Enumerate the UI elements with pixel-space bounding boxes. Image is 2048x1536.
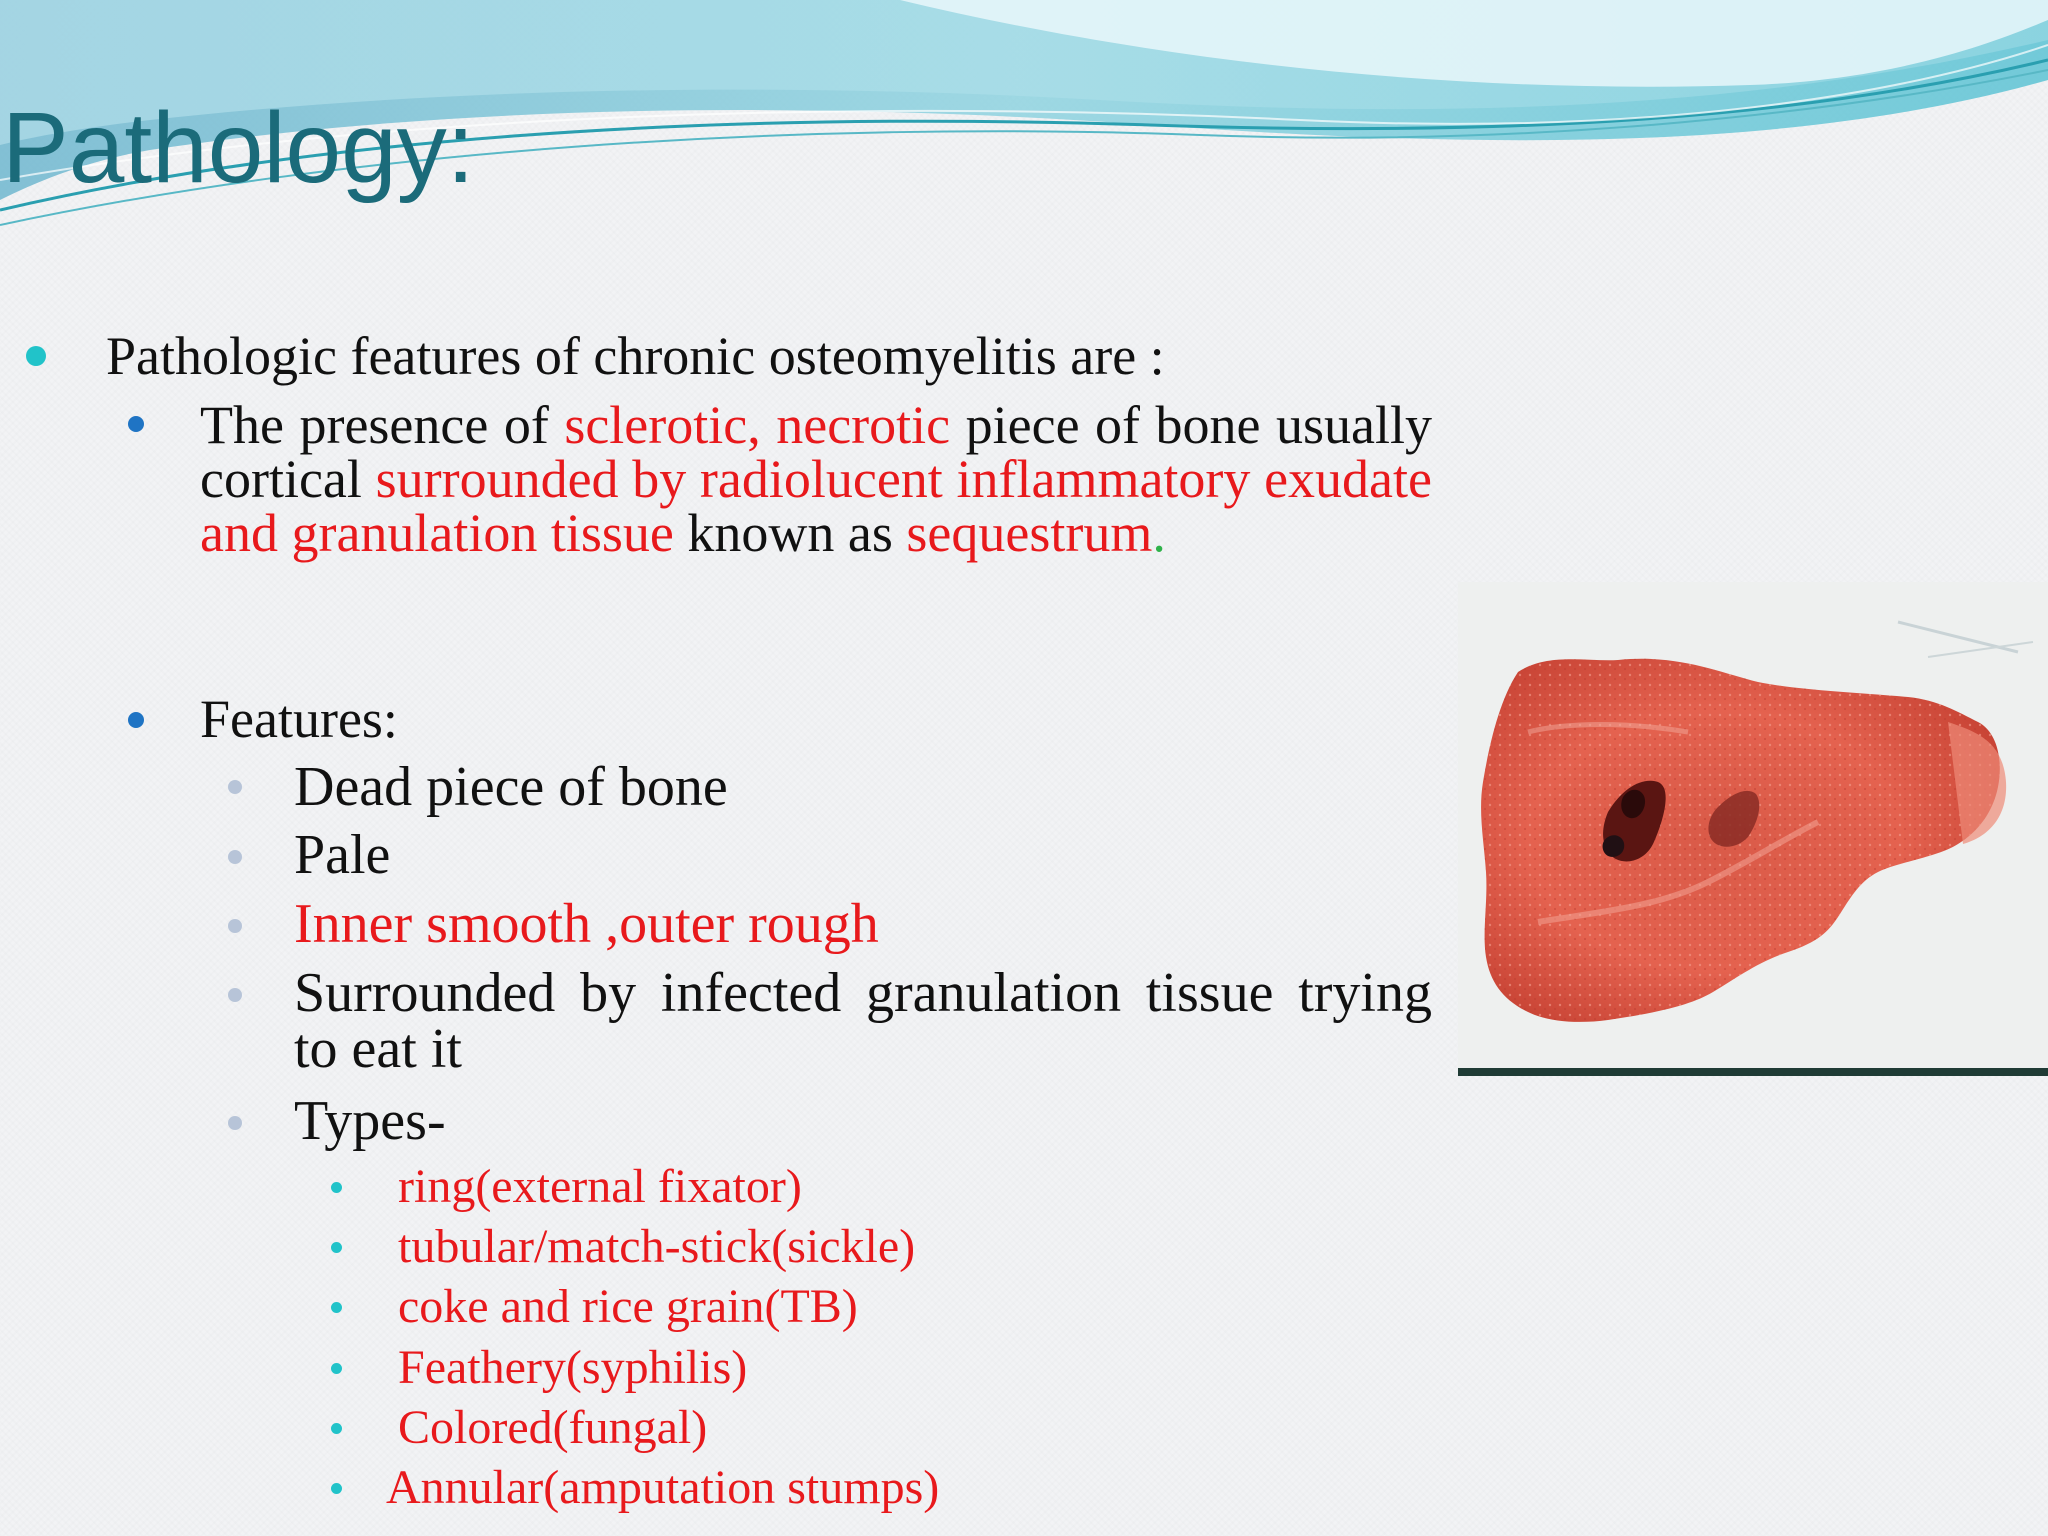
definition-text: known as — [673, 503, 907, 563]
definition-text: The presence of — [200, 395, 565, 455]
definition-text: piece of bone usually cortical — [200, 395, 1432, 509]
bullet-dot-icon — [228, 919, 242, 933]
slide-title: Pathology: — [2, 92, 475, 204]
bullet-dot-icon — [228, 1116, 242, 1130]
bullet-dot-icon — [228, 780, 242, 794]
bullet-dot-icon — [331, 1423, 342, 1434]
features-heading: Features: — [200, 689, 398, 749]
feature-item: Inner smooth ,outer rough — [294, 893, 879, 955]
bullet-dot-icon — [331, 1483, 342, 1494]
bullet-dot-icon — [331, 1182, 342, 1193]
type-item: Annular(amputation stumps) — [386, 1461, 940, 1514]
type-item: Feathery(syphilis) — [398, 1341, 748, 1394]
feature-item: Dead piece of bone — [294, 756, 728, 818]
type-item: ring(external fixator) — [398, 1160, 802, 1213]
bullet-dot-icon — [331, 1302, 342, 1313]
definition-term: sequestrum — [906, 503, 1153, 563]
bullet-dot-icon — [128, 416, 144, 432]
feature-item: Types- — [294, 1090, 446, 1152]
definition-highlight: surrounded by radiolucent inflammatory exudate and granulation tissue — [200, 449, 1432, 563]
definition-period: . — [1152, 503, 1166, 563]
sequestrum-specimen-photo — [1458, 582, 2048, 1076]
bullet-dot-icon — [128, 712, 144, 728]
sequestrum-definition — [200, 395, 1432, 563]
type-item: tubular/match-stick(sickle) — [398, 1220, 916, 1273]
feature-item: Pale — [294, 824, 391, 886]
definition-highlight: sclerotic, necrotic — [564, 395, 951, 455]
bullet-dot-icon — [26, 346, 46, 366]
bullet-dot-icon — [228, 850, 242, 864]
feature-item: Surrounded by infected granulation tissue trying to eat it — [294, 962, 1432, 1080]
type-item: Colored(fungal) — [398, 1401, 708, 1454]
bullet-dot-icon — [331, 1363, 342, 1374]
bullet-dot-icon — [331, 1242, 342, 1253]
bullet-dot-icon — [228, 988, 242, 1002]
intro-text: Pathologic features of chronic osteomyelitis are : — [106, 326, 1165, 386]
type-item: coke and rice grain(TB) — [398, 1280, 858, 1333]
